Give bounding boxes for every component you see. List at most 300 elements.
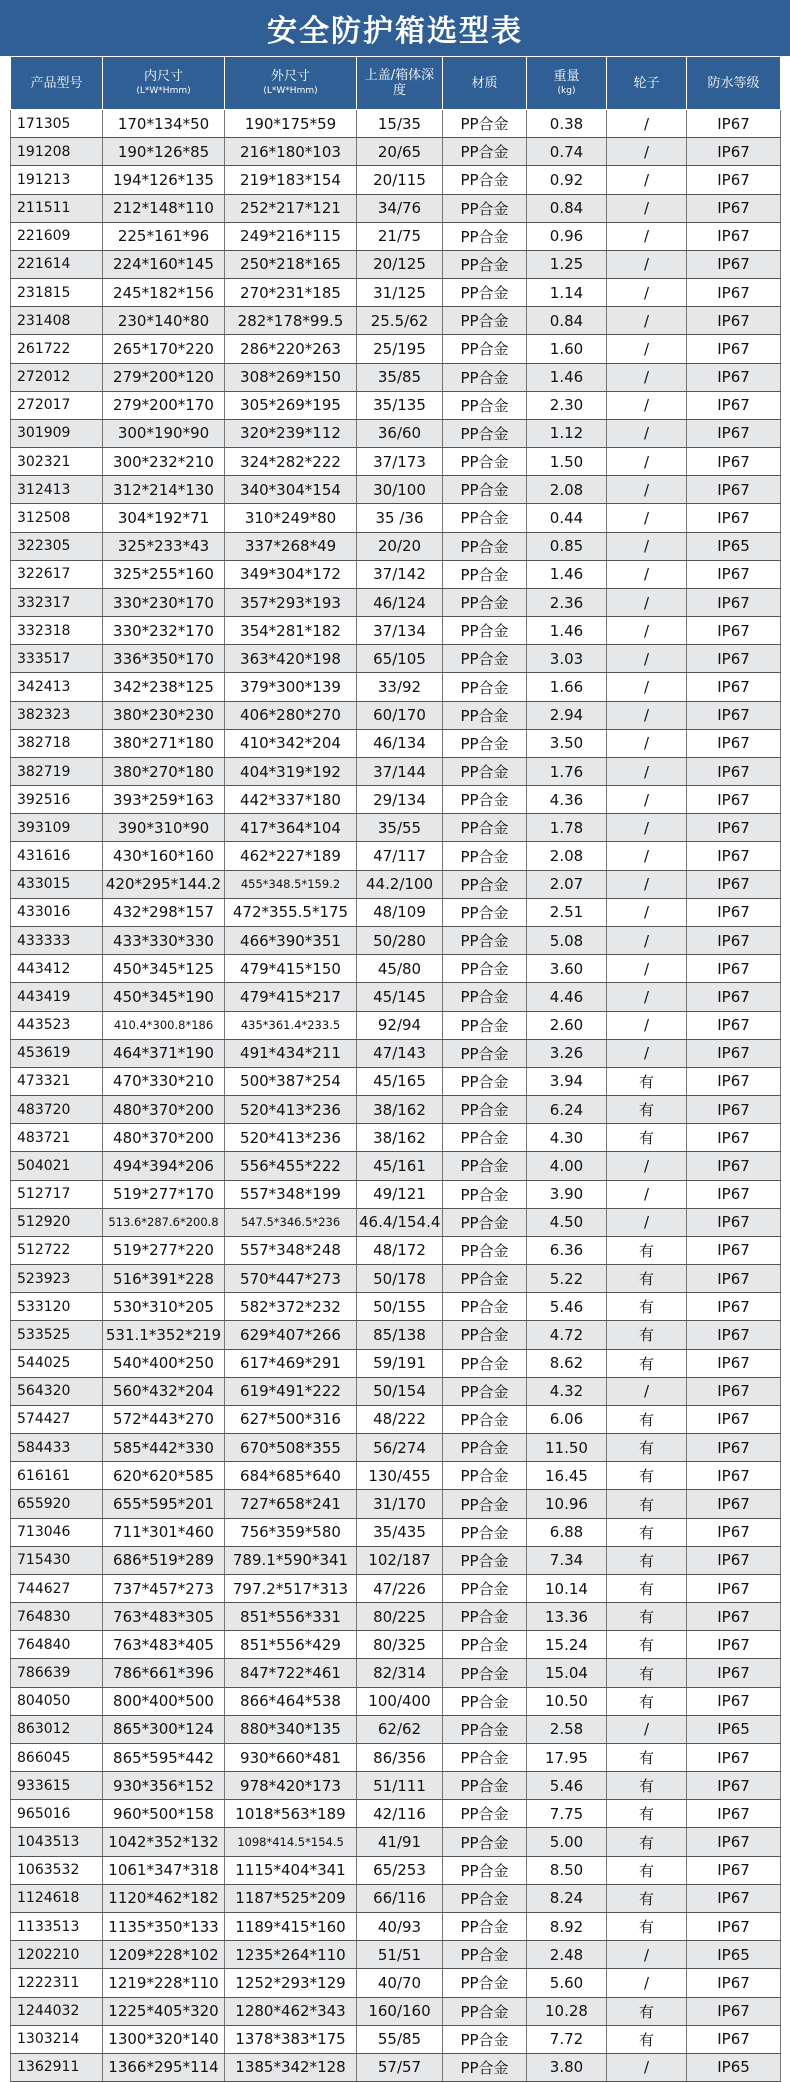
cell-rating: IP67 [687,335,781,363]
table-row [11,419,781,447]
cell-depth: 47/117 [357,842,443,870]
cell-rating: IP67 [687,1349,781,1377]
cell-depth: 85/138 [357,1321,443,1349]
cell-wheels: 有 [607,1743,687,1771]
cell-inner-size: 763*483*405 [103,1631,225,1659]
table-row [11,1236,781,1264]
cell-weight: 6.06 [527,1405,607,1433]
cell-material: PP合金 [443,1265,527,1293]
cell-depth: 51/111 [357,1772,443,1800]
cell-depth: 47/226 [357,1574,443,1602]
cell-wheels: / [607,1941,687,1969]
table-row [11,1856,781,1884]
cell-weight: 1.25 [527,250,607,278]
table-row [11,560,781,588]
cell-inner-size: 560*432*204 [103,1377,225,1405]
cell-rating: IP67 [687,166,781,194]
cell-rating: IP67 [687,391,781,419]
cell-model: 272012 [11,363,103,391]
cell-rating: IP67 [687,1574,781,1602]
cell-material: PP合金 [443,617,527,645]
cell-model: 431616 [11,842,103,870]
cell-inner-size: 686*519*289 [103,1546,225,1574]
table-row [11,1124,781,1152]
cell-weight: 0.84 [527,194,607,222]
cell-inner-size: 540*400*250 [103,1349,225,1377]
cell-depth: 49/121 [357,1180,443,1208]
cell-weight: 8.24 [527,1884,607,1912]
cell-rating: IP67 [687,842,781,870]
cell-model: 392516 [11,786,103,814]
cell-material: PP合金 [443,194,527,222]
cell-material: PP合金 [443,1462,527,1490]
cell-material: PP合金 [443,1321,527,1349]
cell-inner-size: 432*298*157 [103,898,225,926]
cell-material: PP合金 [443,1969,527,1997]
cell-rating: IP67 [687,1490,781,1518]
cell-outer-size: 570*447*273 [225,1265,357,1293]
cell-material: PP合金 [443,419,527,447]
cell-rating: IP67 [687,1743,781,1771]
cell-material: PP合金 [443,222,527,250]
cell-wheels: / [607,757,687,785]
cell-wheels: / [607,194,687,222]
cell-wheels: 有 [607,1687,687,1715]
cell-wheels: / [607,560,687,588]
cell-material: PP合金 [443,645,527,673]
cell-model: 322305 [11,532,103,560]
cell-rating: IP67 [687,250,781,278]
table-row [11,1772,781,1800]
table-row [11,448,781,476]
cell-rating: IP67 [687,1828,781,1856]
cell-rating: IP67 [687,1152,781,1180]
cell-rating: IP67 [687,222,781,250]
cell-outer-size: 379*300*139 [225,673,357,701]
cell-model: 332317 [11,588,103,616]
cell-weight: 1.76 [527,757,607,785]
cell-rating: IP67 [687,870,781,898]
cell-outer-size: 305*269*195 [225,391,357,419]
cell-outer-size: 337*268*49 [225,532,357,560]
cell-weight: 3.50 [527,729,607,757]
cell-outer-size: 851*556*331 [225,1603,357,1631]
cell-material: PP合金 [443,1715,527,1743]
cell-model: 1063532 [11,1856,103,1884]
cell-outer-size: 684*685*640 [225,1462,357,1490]
cell-depth: 50/155 [357,1293,443,1321]
cell-depth: 40/70 [357,1969,443,1997]
cell-wheels: 有 [607,1490,687,1518]
cell-model: 333517 [11,645,103,673]
cell-inner-size: 245*182*156 [103,279,225,307]
cell-wheels: / [607,138,687,166]
cell-material: PP合金 [443,1180,527,1208]
cell-rating: IP67 [687,955,781,983]
cell-wheels: / [607,110,687,138]
cell-model: 272017 [11,391,103,419]
cell-weight: 6.24 [527,1096,607,1124]
cell-depth: 30/100 [357,476,443,504]
cell-model: 533120 [11,1293,103,1321]
cell-outer-size: 797.2*517*313 [225,1574,357,1602]
table-row [11,1405,781,1433]
cell-rating: IP67 [687,898,781,926]
cell-material: PP合金 [443,448,527,476]
cell-wheels: 有 [607,1884,687,1912]
cell-wheels: / [607,1039,687,1067]
cell-rating: IP67 [687,1969,781,1997]
table-row [11,1377,781,1405]
cell-inner-size: 450*345*125 [103,955,225,983]
cell-model: 433016 [11,898,103,926]
cell-inner-size: 325*233*43 [103,532,225,560]
cell-inner-size: 312*214*130 [103,476,225,504]
cell-rating: IP67 [687,1997,781,2025]
cell-material: PP合金 [443,138,527,166]
table-body [11,110,781,2082]
cell-depth: 48/109 [357,898,443,926]
cell-weight: 1.60 [527,335,607,363]
cell-wheels: / [607,617,687,645]
cell-depth: 40/93 [357,1913,443,1941]
cell-inner-size: 265*170*220 [103,335,225,363]
cell-outer-size: 617*469*291 [225,1349,357,1377]
cell-material: PP合金 [443,1828,527,1856]
table-row [11,532,781,560]
cell-material: PP合金 [443,1011,527,1039]
cell-inner-size: 380*230*230 [103,701,225,729]
cell-material: PP合金 [443,1349,527,1377]
cell-inner-size: 480*370*200 [103,1124,225,1152]
cell-material: PP合金 [443,729,527,757]
cell-wheels: / [607,363,687,391]
cell-wheels: 有 [607,1828,687,1856]
cell-rating: IP67 [687,1293,781,1321]
cell-weight: 7.72 [527,2025,607,2053]
cell-model: 804050 [11,1687,103,1715]
cell-model: 221609 [11,222,103,250]
cell-weight: 2.60 [527,1011,607,1039]
cell-material: PP合金 [443,1405,527,1433]
cell-wheels: / [607,842,687,870]
cell-outer-size: 455*348.5*159.2 [225,870,357,898]
cell-weight: 2.48 [527,1941,607,1969]
cell-outer-size: 1280*462*343 [225,1997,357,2025]
cell-depth: 45/161 [357,1152,443,1180]
cell-model: 1303214 [11,2025,103,2053]
cell-weight: 6.88 [527,1518,607,1546]
cell-model: 443523 [11,1011,103,1039]
cell-depth: 37/173 [357,448,443,476]
cell-inner-size: 279*200*120 [103,363,225,391]
cell-weight: 2.94 [527,701,607,729]
cell-outer-size: 435*361.4*233.5 [225,1011,357,1039]
cell-inner-size: 711*301*460 [103,1518,225,1546]
cell-weight: 1.46 [527,363,607,391]
cell-rating: IP65 [687,532,781,560]
table-row [11,1546,781,1574]
cell-model: 616161 [11,1462,103,1490]
cell-rating: IP67 [687,279,781,307]
cell-weight: 5.60 [527,1969,607,1997]
cell-material: PP合金 [443,1772,527,1800]
cell-model: 544025 [11,1349,103,1377]
cell-wheels: / [607,1377,687,1405]
cell-outer-size: 520*413*236 [225,1096,357,1124]
cell-wheels: / [607,476,687,504]
cell-outer-size: 286*220*263 [225,335,357,363]
header-rating: 防水等级 [687,57,781,110]
cell-model: 231815 [11,279,103,307]
cell-outer-size: 216*180*103 [225,138,357,166]
cell-outer-size: 670*508*355 [225,1434,357,1462]
cell-outer-size: 308*269*150 [225,363,357,391]
cell-inner-size: 194*126*135 [103,166,225,194]
cell-material: PP合金 [443,1997,527,2025]
cell-weight: 4.46 [527,983,607,1011]
cell-outer-size: 756*359*580 [225,1518,357,1546]
cell-wheels: / [607,701,687,729]
cell-rating: IP67 [687,926,781,954]
cell-inner-size: 572*443*270 [103,1405,225,1433]
cell-weight: 3.26 [527,1039,607,1067]
cell-wheels: / [607,279,687,307]
cell-outer-size: 472*355.5*175 [225,898,357,926]
cell-outer-size: 556*455*222 [225,1152,357,1180]
table-row [11,1687,781,1715]
cell-wheels: / [607,335,687,363]
cell-inner-size: 1042*352*132 [103,1828,225,1856]
cell-rating: IP67 [687,1462,781,1490]
cell-outer-size: 219*183*154 [225,166,357,194]
cell-weight: 6.36 [527,1236,607,1264]
cell-outer-size: 500*387*254 [225,1067,357,1095]
cell-rating: IP67 [687,786,781,814]
cell-weight: 3.03 [527,645,607,673]
cell-depth: 80/225 [357,1603,443,1631]
table-row [11,1152,781,1180]
spec-table [10,56,781,2082]
cell-outer-size: 1378*383*175 [225,2025,357,2053]
cell-inner-size: 342*238*125 [103,673,225,701]
cell-depth: 46/134 [357,729,443,757]
table-row [11,166,781,194]
cell-model: 863012 [11,1715,103,1743]
cell-material: PP合金 [443,2025,527,2053]
cell-inner-size: 519*277*170 [103,1180,225,1208]
cell-rating: IP67 [687,814,781,842]
cell-wheels: 有 [607,1772,687,1800]
cell-depth: 35 /36 [357,504,443,532]
cell-rating: IP67 [687,645,781,673]
cell-wheels: 有 [607,1434,687,1462]
cell-model: 332318 [11,617,103,645]
cell-inner-size: 519*277*220 [103,1236,225,1264]
cell-material: PP合金 [443,307,527,335]
cell-rating: IP67 [687,757,781,785]
cell-weight: 13.36 [527,1603,607,1631]
cell-model: 483720 [11,1096,103,1124]
cell-outer-size: 282*178*99.5 [225,307,357,335]
cell-inner-size: 930*356*152 [103,1772,225,1800]
cell-inner-size: 170*134*50 [103,110,225,138]
cell-model: 584433 [11,1434,103,1462]
cell-model: 312508 [11,504,103,532]
cell-material: PP合金 [443,757,527,785]
cell-model: 1124618 [11,1884,103,1912]
cell-weight: 5.08 [527,926,607,954]
table-row [11,476,781,504]
cell-inner-size: 655*595*201 [103,1490,225,1518]
cell-material: PP合金 [443,983,527,1011]
cell-inner-size: 380*271*180 [103,729,225,757]
cell-rating: IP67 [687,1631,781,1659]
cell-outer-size: 557*348*248 [225,1236,357,1264]
cell-outer-size: 270*231*185 [225,279,357,307]
cell-depth: 38/162 [357,1124,443,1152]
cell-depth: 21/75 [357,222,443,250]
cell-rating: IP67 [687,1096,781,1124]
cell-weight: 4.32 [527,1377,607,1405]
cell-model: 382323 [11,701,103,729]
table-header-row [11,57,781,110]
cell-weight: 0.74 [527,138,607,166]
cell-inner-size: 763*483*305 [103,1603,225,1631]
cell-depth: 25.5/62 [357,307,443,335]
cell-depth: 55/85 [357,2025,443,2053]
cell-outer-size: 190*175*59 [225,110,357,138]
cell-weight: 2.08 [527,476,607,504]
cell-material: PP合金 [443,926,527,954]
cell-weight: 1.46 [527,560,607,588]
cell-outer-size: 324*282*222 [225,448,357,476]
cell-weight: 3.94 [527,1067,607,1095]
cell-weight: 5.46 [527,1293,607,1321]
table-row [11,1969,781,1997]
cell-wheels: 有 [607,1546,687,1574]
cell-depth: 48/222 [357,1405,443,1433]
cell-wheels: 有 [607,1574,687,1602]
cell-material: PP合金 [443,1377,527,1405]
header-outer-size: 外尺寸 (L*W*Hmm) [225,57,357,110]
table-row [11,1603,781,1631]
cell-model: 965016 [11,1800,103,1828]
cell-model: 261722 [11,335,103,363]
cell-inner-size: 1061*347*318 [103,1856,225,1884]
cell-weight: 10.28 [527,1997,607,2025]
cell-depth: 42/116 [357,1800,443,1828]
cell-material: PP合金 [443,1546,527,1574]
header-model: 产品型号 [11,57,103,110]
cell-weight: 8.92 [527,1913,607,1941]
cell-material: PP合金 [443,955,527,983]
cell-depth: 38/162 [357,1096,443,1124]
cell-rating: IP67 [687,307,781,335]
cell-depth: 20/125 [357,250,443,278]
cell-inner-size: 1300*320*140 [103,2025,225,2053]
cell-depth: 44.2/100 [357,870,443,898]
cell-model: 744627 [11,1574,103,1602]
cell-depth: 35/135 [357,391,443,419]
cell-depth: 33/92 [357,673,443,701]
cell-wheels: / [607,1180,687,1208]
cell-wheels: / [607,786,687,814]
cell-inner-size: 1225*405*320 [103,1997,225,2025]
cell-inner-size: 420*295*144.2 [103,870,225,898]
cell-outer-size: 629*407*266 [225,1321,357,1349]
cell-material: PP合金 [443,1490,527,1518]
cell-depth: 31/125 [357,279,443,307]
cell-depth: 45/145 [357,983,443,1011]
cell-wheels: / [607,1208,687,1236]
cell-material: PP合金 [443,588,527,616]
cell-inner-size: 585*442*330 [103,1434,225,1462]
cell-wheels: / [607,814,687,842]
cell-material: PP合金 [443,786,527,814]
cell-weight: 1.46 [527,617,607,645]
cell-inner-size: 800*400*500 [103,1687,225,1715]
cell-model: 473321 [11,1067,103,1095]
cell-wheels: 有 [607,1800,687,1828]
table-row [11,588,781,616]
cell-model: 574427 [11,1405,103,1433]
table-row [11,673,781,701]
cell-inner-size: 786*661*396 [103,1659,225,1687]
cell-inner-size: 470*330*210 [103,1067,225,1095]
cell-model: 231408 [11,307,103,335]
cell-model: 533525 [11,1321,103,1349]
cell-rating: IP67 [687,1067,781,1095]
cell-weight: 16.45 [527,1462,607,1490]
cell-model: 221614 [11,250,103,278]
table-row [11,138,781,166]
cell-outer-size: 462*227*189 [225,842,357,870]
cell-outer-size: 582*372*232 [225,1293,357,1321]
table-row [11,983,781,1011]
cell-depth: 48/172 [357,1236,443,1264]
cell-weight: 10.96 [527,1490,607,1518]
cell-material: PP合金 [443,250,527,278]
cell-rating: IP67 [687,1546,781,1574]
table-row [11,1067,781,1095]
cell-outer-size: 1018*563*189 [225,1800,357,1828]
cell-material: PP合金 [443,1659,527,1687]
cell-inner-size: 430*160*160 [103,842,225,870]
cell-outer-size: 1252*293*129 [225,1969,357,1997]
table-row [11,842,781,870]
table-row [11,279,781,307]
cell-model: 786639 [11,1659,103,1687]
cell-model: 713046 [11,1518,103,1546]
cell-model: 382719 [11,757,103,785]
cell-weight: 8.50 [527,1856,607,1884]
cell-material: PP合金 [443,1152,527,1180]
cell-weight: 4.72 [527,1321,607,1349]
cell-rating: IP67 [687,1180,781,1208]
cell-model: 342413 [11,673,103,701]
table-row [11,1349,781,1377]
cell-material: PP合金 [443,363,527,391]
cell-outer-size: 404*319*192 [225,757,357,785]
header-weight: 重量 (kg) [527,57,607,110]
table-row [11,786,781,814]
table-row [11,110,781,138]
cell-wheels: 有 [607,1856,687,1884]
cell-outer-size: 1235*264*110 [225,1941,357,1969]
cell-wheels: 有 [607,1462,687,1490]
cell-wheels: / [607,588,687,616]
